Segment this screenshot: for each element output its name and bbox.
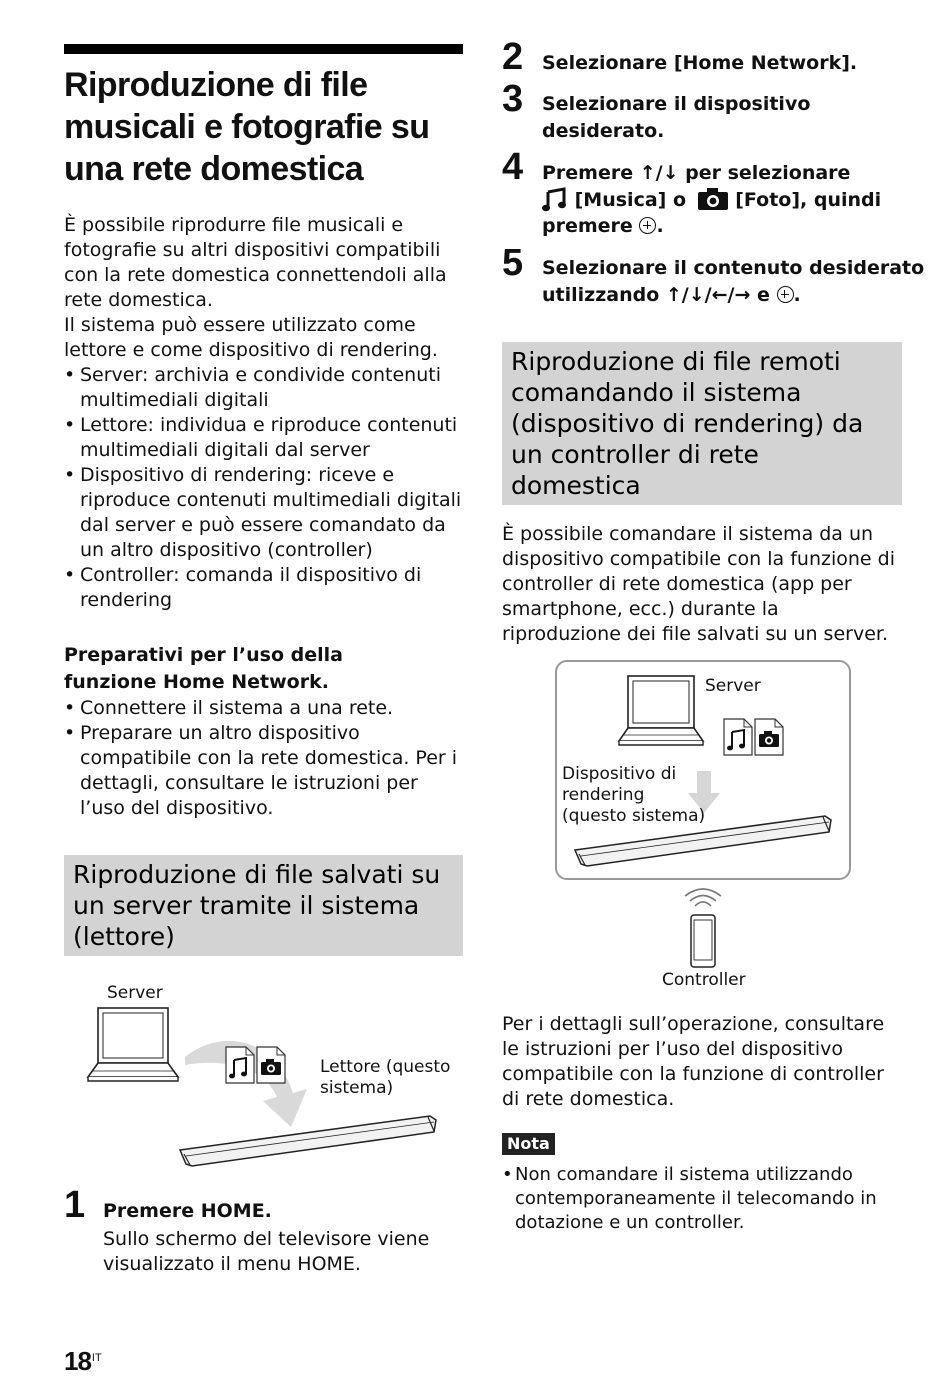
note-text: • Non comandare il sistema utilizzando contemporaneamente il telecomando in dotazione e un controller.	[502, 1163, 905, 1235]
step-number: 3	[502, 78, 523, 120]
role-list	[64, 363, 464, 613]
server-label: Server	[705, 676, 761, 696]
step-title: Premere ↑/↓ per selezionare	[542, 162, 851, 184]
note-badge: Nota	[502, 1133, 555, 1155]
step-number: 5	[502, 242, 523, 284]
step-title: premere .	[542, 215, 664, 237]
soundbar-icon	[178, 1112, 440, 1170]
prep-heading: Preparativi per l’uso della funzione Home Network.	[64, 644, 343, 693]
step-title: Selezionare [Home Network].	[542, 52, 858, 74]
step-number: 4	[502, 146, 523, 188]
list-item: • Controller: comanda il dispositivo di rendering	[64, 563, 464, 613]
intro-section	[64, 213, 464, 613]
prep-list	[64, 696, 464, 821]
step-title	[542, 186, 881, 214]
list-item: • Dispositivo di rendering: riceve e riproduce contenuti multimediali digitali dal server e può essere comandato da un altro dispositivo (controller)	[64, 463, 464, 563]
details-paragraph: Per i dettagli sull’operazione, consultare le istruzioni per l’uso del dispositivo compatibile con la funzione di controller di rete domestica.	[502, 1013, 885, 1110]
laptop-icon	[88, 1005, 180, 1085]
photo-option: [Foto], quindi	[735, 189, 882, 211]
enter-circle-icon	[777, 286, 794, 303]
camera-icon	[256, 1046, 286, 1084]
step-title: desiderato.	[542, 120, 665, 142]
list-item: • Preparare un altro dispositivo compatibile con la rete domestica. Per i dettagli, consultare le istruzioni per l’uso del dispositivo.	[64, 721, 464, 821]
step-title: Selezionare il contenuto desiderato	[542, 257, 925, 279]
camera-icon	[697, 187, 729, 211]
prep-section	[64, 642, 464, 821]
step-title: utilizzando ↑/↓/←/→ e .	[542, 284, 801, 306]
soundbar-icon	[573, 812, 835, 870]
step-number: 2	[502, 36, 523, 78]
smartphone-icon	[690, 914, 716, 968]
server-label: Server	[107, 983, 163, 1003]
page-title: Riproduzione di file musicali e fotografie su una rete domestica	[64, 66, 430, 188]
wifi-icon	[682, 886, 724, 912]
list-item: • Lettore: individua e riproduce contenuti multimediali digitali dal server	[64, 413, 464, 463]
section-heading-player: Riproduzione di file salvati su un server tramite il sistema (lettore)	[64, 855, 463, 956]
section-heading-renderer: Riproduzione di file remoti comandando il sistema (dispositivo di rendering) da un controller di rete domestica	[502, 342, 902, 505]
enter-circle-icon	[639, 217, 656, 234]
page-number: $18^{IT}$	[64, 1346, 102, 1376]
list-item: • Connettere il sistema a una rete.	[64, 696, 464, 721]
music-option: [Musica] o	[574, 189, 686, 211]
camera-icon	[754, 718, 784, 756]
intro-paragraph-2: Il sistema può essere utilizzato come lettore e come dispositivo di rendering.	[64, 314, 438, 361]
controller-label: Controller	[662, 970, 746, 990]
renderer-label: (questo sistema)	[562, 806, 706, 826]
player-label: Lettore (questo sistema)	[320, 1057, 451, 1098]
step-number: 1	[64, 1184, 85, 1226]
music-icon	[723, 718, 753, 756]
renderer-label: rendering	[562, 785, 645, 805]
renderer-paragraph: È possibile comandare il sistema da un dispositivo compatibile con la funzione di controller di rete domestica (app per smartphone, ecc.) durante la riproduzione dei file salvati su un server.	[502, 523, 895, 645]
intro-paragraph-1: È possibile riprodurre file musicali e fotografie su altri dispositivi compatibili con la rete domestica connettendoli alla rete domestica.	[64, 214, 447, 311]
title-rule	[64, 44, 463, 54]
music-icon	[542, 186, 568, 212]
music-icon	[225, 1046, 255, 1084]
laptop-icon	[619, 673, 703, 751]
list-item: • Server: archivia e condivide contenuti multimediali digitali	[64, 363, 464, 413]
step-title: Premere HOME.	[103, 1200, 272, 1222]
step-description: Sullo schermo del televisore viene visualizzato il menu HOME.	[103, 1228, 430, 1275]
step-title: Selezionare il dispositivo	[542, 93, 811, 115]
renderer-label: Dispositivo di	[562, 764, 677, 784]
